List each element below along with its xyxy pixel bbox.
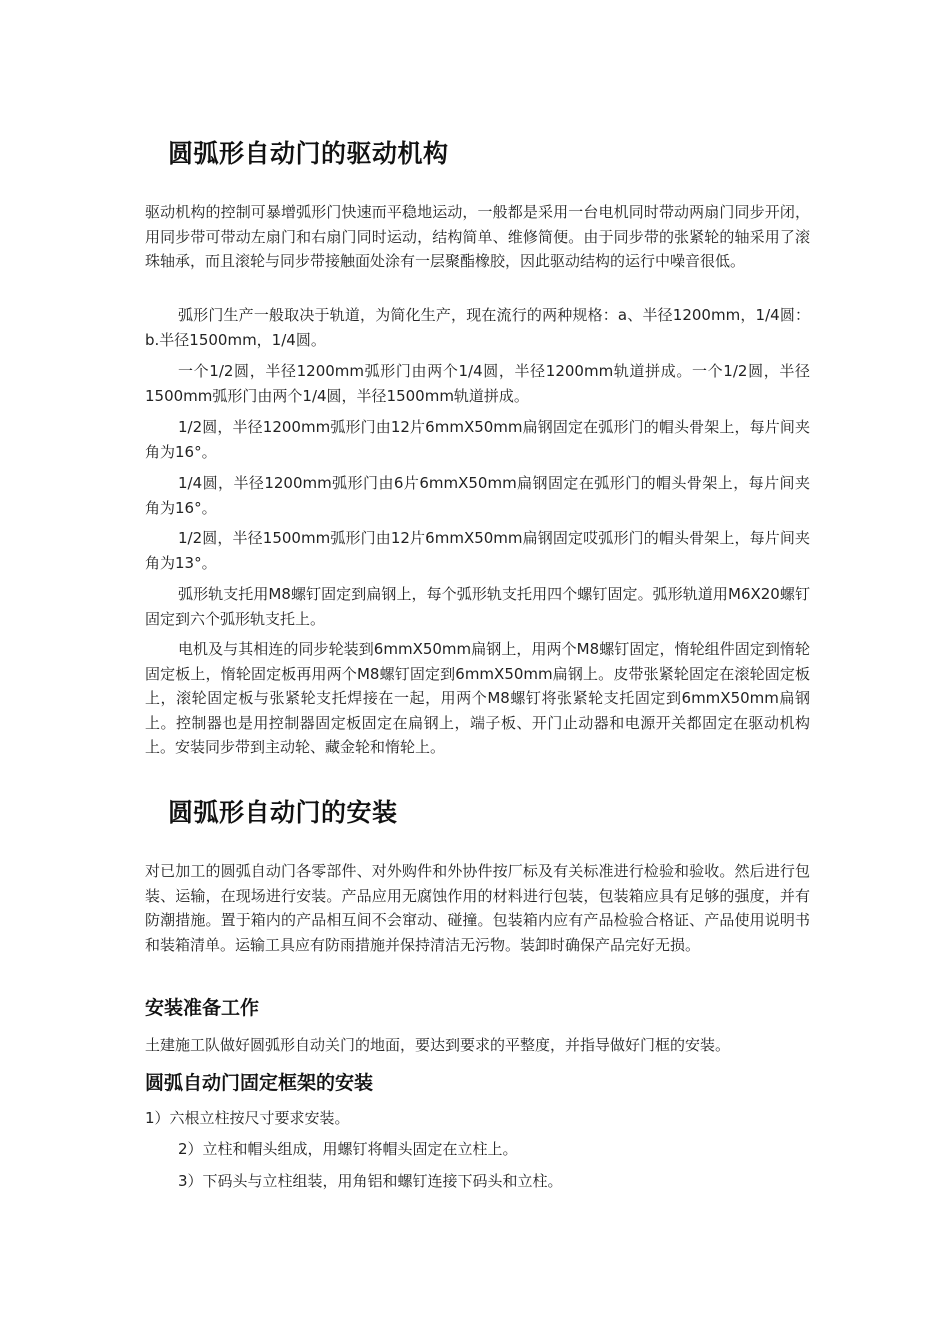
paragraph-half-circle: 一个1/2圆，半径1200mm弧形门由两个1/4圆，半径1200mm轨道拼成。一个1/2圆，半径1500mm弧形门由两个1/4圆，半径1500mm轨道拼成。 (145, 362, 810, 405)
section-title-installation: 圆弧形自动门的安装 (168, 798, 398, 827)
paragraph-half-1500: 1/2圆，半径1500mm弧形门由12片6mmX50mm扁钢固定哎弧形门的帽头骨架上，每片间夹角为13°。 (145, 529, 810, 572)
section-title-drive-mechanism: 圆弧形自动门的驱动机构 (168, 139, 449, 168)
paragraph-motor-assembly: 电机及与其相连的同步轮装到6mmX50mm扁钢上，用两个M8螺钉固定，惰轮组件固定到惰轮固定板上，惰轮固定板再用两个M8螺钉固定到6mmX50mm扁钢上。皮带张紧轮固定在滚轮固定板上，滚轮固定板与张紧轮支托焊接在一起，用两个M8螺钉将张紧轮支托固定到6mmX50mm扁钢上。控制器也是用控制器固定板固定在扁钢上，端子板、开门止动器和电源开关都固定在驱动机构上。安装同步带到主动轮、藏金轮和惰轮上。 (145, 640, 810, 757)
paragraph-installation-intro: 对已加工的圆弧自动门各零部件、对外购件和外协件按厂标及有关标准进行检验和验收。然后进行包装、运输，在现场进行安装。产品应用无腐蚀作用的材料进行包装，包装箱应具有足够的强度，并有防潮措施。置于箱内的产品相互间不会窜动、碰撞。包装箱内应有产品检验合格证、产品使用说明书和装箱清单。运输工具应有防雨措施并保持清洁无污物。装卸时确保产品完好无损。 (145, 862, 810, 954)
paragraph-rail-support: 弧形轨支托用M8螺钉固定到扁钢上，每个弧形轨支托用四个螺钉固定。弧形轨道用M6X20螺钉固定到六个弧形轨支托上。 (145, 585, 810, 628)
subsection-title-preparation: 安装准备工作 (145, 997, 260, 1019)
list-item: 1）六根立柱按尺寸要求安装。 (145, 1109, 350, 1127)
subsection-title-frame-install: 圆弧自动门固定框架的安装 (145, 1072, 374, 1094)
paragraph-quarter-1200: 1/4圆，半径1200mm弧形门由6片6mmX50mm扁钢固定在弧形门的帽头骨架上，每片间夹角为16°。 (145, 474, 810, 517)
paragraph-half-1200: 1/2圆，半径1200mm弧形门由12片6mmX50mm扁钢固定在弧形门的帽头骨架上，每片间夹角为16°。 (145, 418, 810, 461)
paragraph-drive-intro: 驱动机构的控制可暴增弧形门快速而平稳地运动，一般都是采用一台电机同时带动两扇门同步开闭，用同步带可带动左扇门和右扇门同时运动，结构简单、维修简便。由于同步带的张紧轮的轴采用了滚珠轴承，而且滚轮与同步带接触面处涂有一层聚酯橡胶，因此驱动结构的运行中噪音很低。 (145, 203, 810, 271)
paragraph-door-specs: 弧形门生产一般取决于轨道，为简化生产，现在流行的两种规格：a、半径1200mm，1/4圆：b.半径1500mm，1/4圆。 (145, 306, 810, 349)
list-item: 3）下码头与立柱组装，用角铝和螺钉连接下码头和立柱。 (178, 1172, 563, 1190)
list-item: 2）立柱和帽头组成，用螺钉将帽头固定在立柱上。 (178, 1140, 518, 1158)
paragraph-preparation: 土建施工队做好圆弧形自动关门的地面，要达到要求的平整度，并指导做好门框的安装。 (145, 1036, 731, 1054)
